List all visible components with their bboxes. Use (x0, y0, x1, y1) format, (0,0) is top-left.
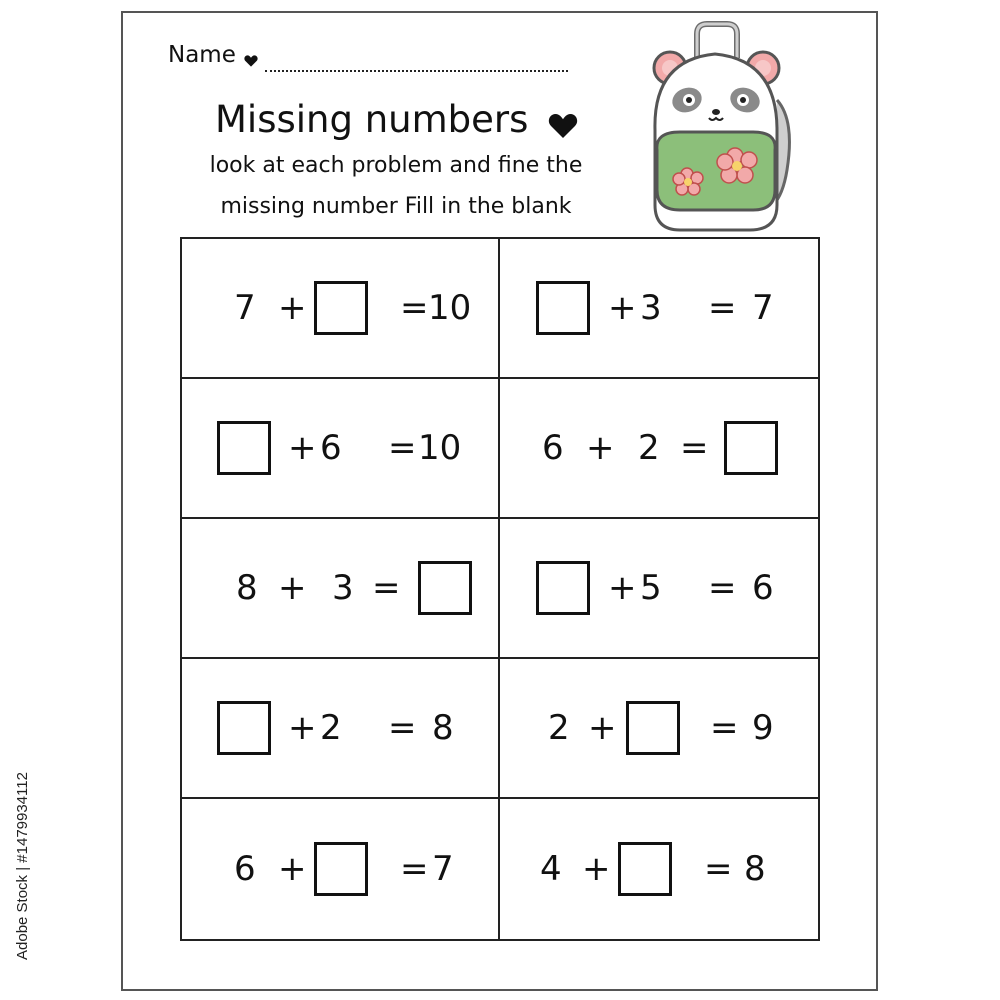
heart-icon (548, 112, 578, 140)
plus-sign: + (278, 849, 307, 889)
equals-sign: = (710, 708, 739, 748)
problem-cell (182, 799, 500, 939)
problem-cell (500, 519, 818, 659)
problem-cell (182, 239, 500, 379)
instructions-line-2: missing number Fill in the blank (220, 194, 572, 219)
addend-a: 6 (234, 849, 256, 889)
addend-b: 3 (640, 288, 662, 328)
answer-box[interactable] (418, 561, 472, 615)
addend-b: 5 (640, 568, 662, 608)
panda-backpack-icon (635, 20, 795, 235)
result: 10 (428, 288, 472, 328)
plus-sign: + (288, 708, 317, 748)
problem-cell (500, 799, 818, 939)
answer-box[interactable] (314, 281, 368, 335)
addend-a: 2 (548, 708, 570, 748)
watermark-text: Adobe Stock | #1479934112 (14, 772, 31, 960)
problem-cell (182, 379, 500, 519)
answer-box[interactable] (217, 701, 271, 755)
plus-sign: + (588, 708, 617, 748)
result: 8 (432, 708, 454, 748)
addend-a: 8 (236, 568, 258, 608)
problem-cell (500, 239, 818, 379)
answer-box[interactable] (314, 842, 368, 896)
addend-a: 7 (234, 288, 256, 328)
answer-box[interactable] (618, 842, 672, 896)
stock-watermark (8, 760, 31, 960)
result: 10 (418, 428, 462, 468)
instructions-line-1: look at each problem and fine the (209, 153, 583, 178)
page-title: Missing numbers (215, 98, 529, 141)
equals-sign: = (708, 288, 737, 328)
problem-cell (182, 659, 500, 799)
answer-box[interactable] (626, 701, 680, 755)
plus-sign: + (288, 428, 317, 468)
plus-sign: + (608, 568, 637, 608)
problem-cell (500, 379, 818, 519)
answer-box[interactable] (724, 421, 778, 475)
plus-sign: + (608, 288, 637, 328)
heart-icon (244, 54, 258, 68)
answer-box[interactable] (536, 281, 590, 335)
addend-b: 3 (332, 568, 354, 608)
result: 7 (432, 849, 454, 889)
equals-sign: = (708, 568, 737, 608)
problems-grid (180, 237, 820, 941)
addend-b: 6 (320, 428, 342, 468)
result: 7 (752, 288, 774, 328)
plus-sign: + (278, 288, 307, 328)
equals-sign: = (680, 428, 709, 468)
equals-sign: = (372, 568, 401, 608)
name-row (168, 40, 578, 80)
name-input-line[interactable] (265, 70, 568, 72)
answer-box[interactable] (217, 421, 271, 475)
equals-sign: = (388, 428, 417, 468)
addend-a: 4 (540, 849, 562, 889)
plus-sign: + (582, 849, 611, 889)
problem-cell (500, 659, 818, 799)
plus-sign: + (586, 428, 615, 468)
answer-box[interactable] (536, 561, 590, 615)
addend-b: 2 (320, 708, 342, 748)
result: 9 (752, 708, 774, 748)
addend-b: 2 (638, 428, 660, 468)
name-label: Name (168, 42, 236, 68)
result: 8 (744, 849, 766, 889)
equals-sign: = (400, 288, 429, 328)
plus-sign: + (278, 568, 307, 608)
result: 6 (752, 568, 774, 608)
problem-cell (182, 519, 500, 659)
equals-sign: = (388, 708, 417, 748)
equals-sign: = (704, 849, 733, 889)
equals-sign: = (400, 849, 429, 889)
addend-a: 6 (542, 428, 564, 468)
